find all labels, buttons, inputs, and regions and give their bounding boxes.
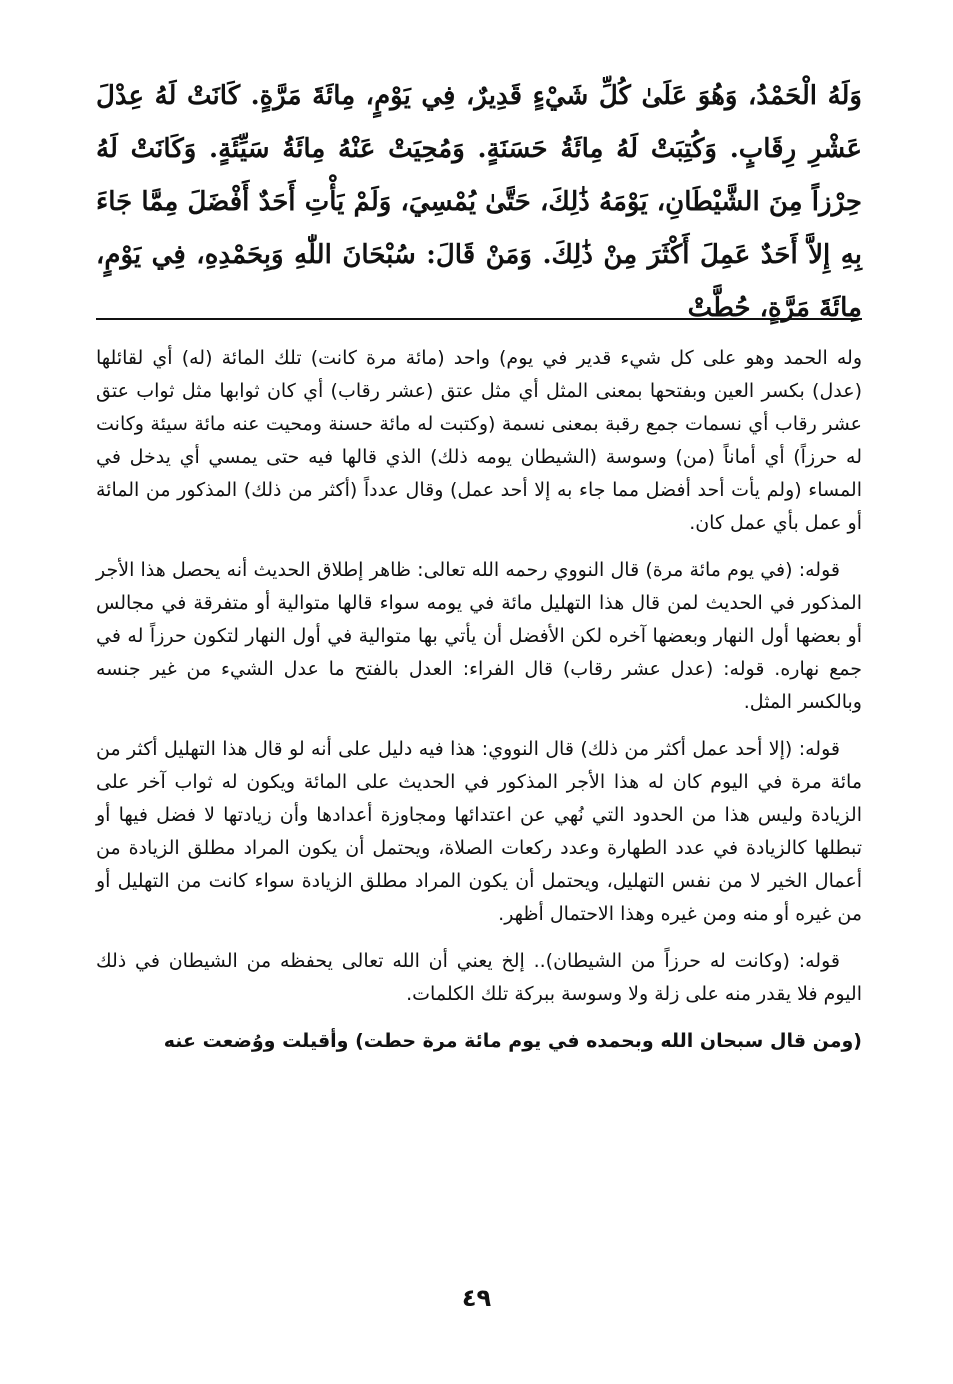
hadith-text-block <box>96 70 862 335</box>
footnote-divider <box>96 318 862 320</box>
page-number: ٤٩ <box>461 1284 492 1312</box>
commentary-paragraph-1: وله الحمد وهو على كل شيء قدير في يوم) واحد (مائة مرة كانت) تلك المائة (له) أي لقائلها (عدل) بكسر العين وبفتحها بمعنى المثل أي مثل عتق (عشر رقاب) أي كان ثوابها مثل ثواب عتق عشر رقاب أي نسمات جمع رقبة بمعنى نسمة (وكتبت له مائة حسنة ومحيت عنه مائة سيئة وكانت له حرزاً) أي أماناً (من) وسوسة (الشيطان يومه ذلك) الذي قالها فيه حتى يمسي أي يدخل في المساء (ولم يأت أحد أفضل مما جاء به إلا أحد عمل) وقال عدداً (أكثر من ذلك) المذكور من المائة أو عمل بأي عمل كان. <box>96 347 862 534</box>
commentary-paragraph-3: قوله: (إلا أحد عمل أكثر من ذلك) قال النووي: هذا فيه دليل على أنه لو قال هذا التهليل أكثر من مائة مرة في اليوم كان له هذا الأجر المذكور في الحديث على المائة ويكون له ثواب آخر على الزيادة وليس هذا من الحدود التي نُهي عن اعتدائها ومجاوزة أعدادها وأن زيادتها لا فضل فيها أو تبطلها كالزيادة في عدد الطهارة وعدد ركعات الصلاة، ويحتمل أن يكون المراد مطلق الزيادة من أعمال الخير لا من نفس التهليل، ويحتمل أن يكون المراد مطلق الزيادة سواء كانت من التهليل أو من غيره أو منه ومن غيره وهذا الاحتمال أظهر. <box>96 738 862 925</box>
commentary-paragraph-4: قوله: (وكانت له حرزاً من الشيطان).. إلخ يعني أن الله تعالى يحفظه من الشيطان في ذلك اليوم فلا يقدر منه على زلة ولا وسوسة ببركة تلك الكلمات. <box>96 950 862 1005</box>
commentary-paragraph-2: قوله: (في يوم مائة مرة) قال النووي رحمه الله تعالى: ظاهر إطلاق الحديث أنه يحصل هذا الأجر المذكور في الحديث لمن قال هذا التهليل مائة في يومه سواء قالها متوالية أو متفرقة في مجالس أو بعضها أول النهار وبعضها آخره لكن الأفضل أن يأتي بها متوالية في أول النهار لتكون حرزاً له في جمع نهاره. قوله: (عدل عشر رقاب) قال الفراء: العدل بالفتح ما عدل الشيء من غير جنسه وبالكسر المثل. <box>96 559 862 713</box>
hadith-text: وَلَهُ الْحَمْدُ، وَهُوَ عَلَىٰ كُلِّ شَيْءٍ قَدِيرٌ، فِي يَوْمٍ، مِائَةَ مَرَّةٍ. كَانَتْ لَهُ عِدْلَ عَشْرِ رِقَابٍ. وَكُتِبَتْ لَهُ مِائَةُ حَسَنَةٍ. وَمُحِيَتْ عَنْهُ مِائَةُ سَيِّئَةٍ. وَكَانَتْ لَهُ حِرْزاً مِنَ الشَّيْطَانِ، يَوْمَهُ ذَٰلِكَ، حَتَّىٰ يُمْسِيَ، وَلَمْ يَأْتِ أَحَدٌ أَفْضَلَ مِمَّا جَاءَ بِهِ إِلاَّ أَحَدٌ عَمِلَ أَكْثَرَ مِنْ ذَٰلِكَ. وَمَنْ قَالَ: سُبْحَانَ اللّٰهِ وَبِحَمْدِهِ، فِي يَوْمٍ، مِائَةَ مَرَّةٍ، حُطَّتْ <box>96 81 862 323</box>
commentary-block <box>96 342 862 1072</box>
commentary-paragraph-5: (ومن قال سبحان الله وبحمده في يوم مائة مرة حطت) وأقيلت ووُضعت عنه <box>163 1030 862 1052</box>
